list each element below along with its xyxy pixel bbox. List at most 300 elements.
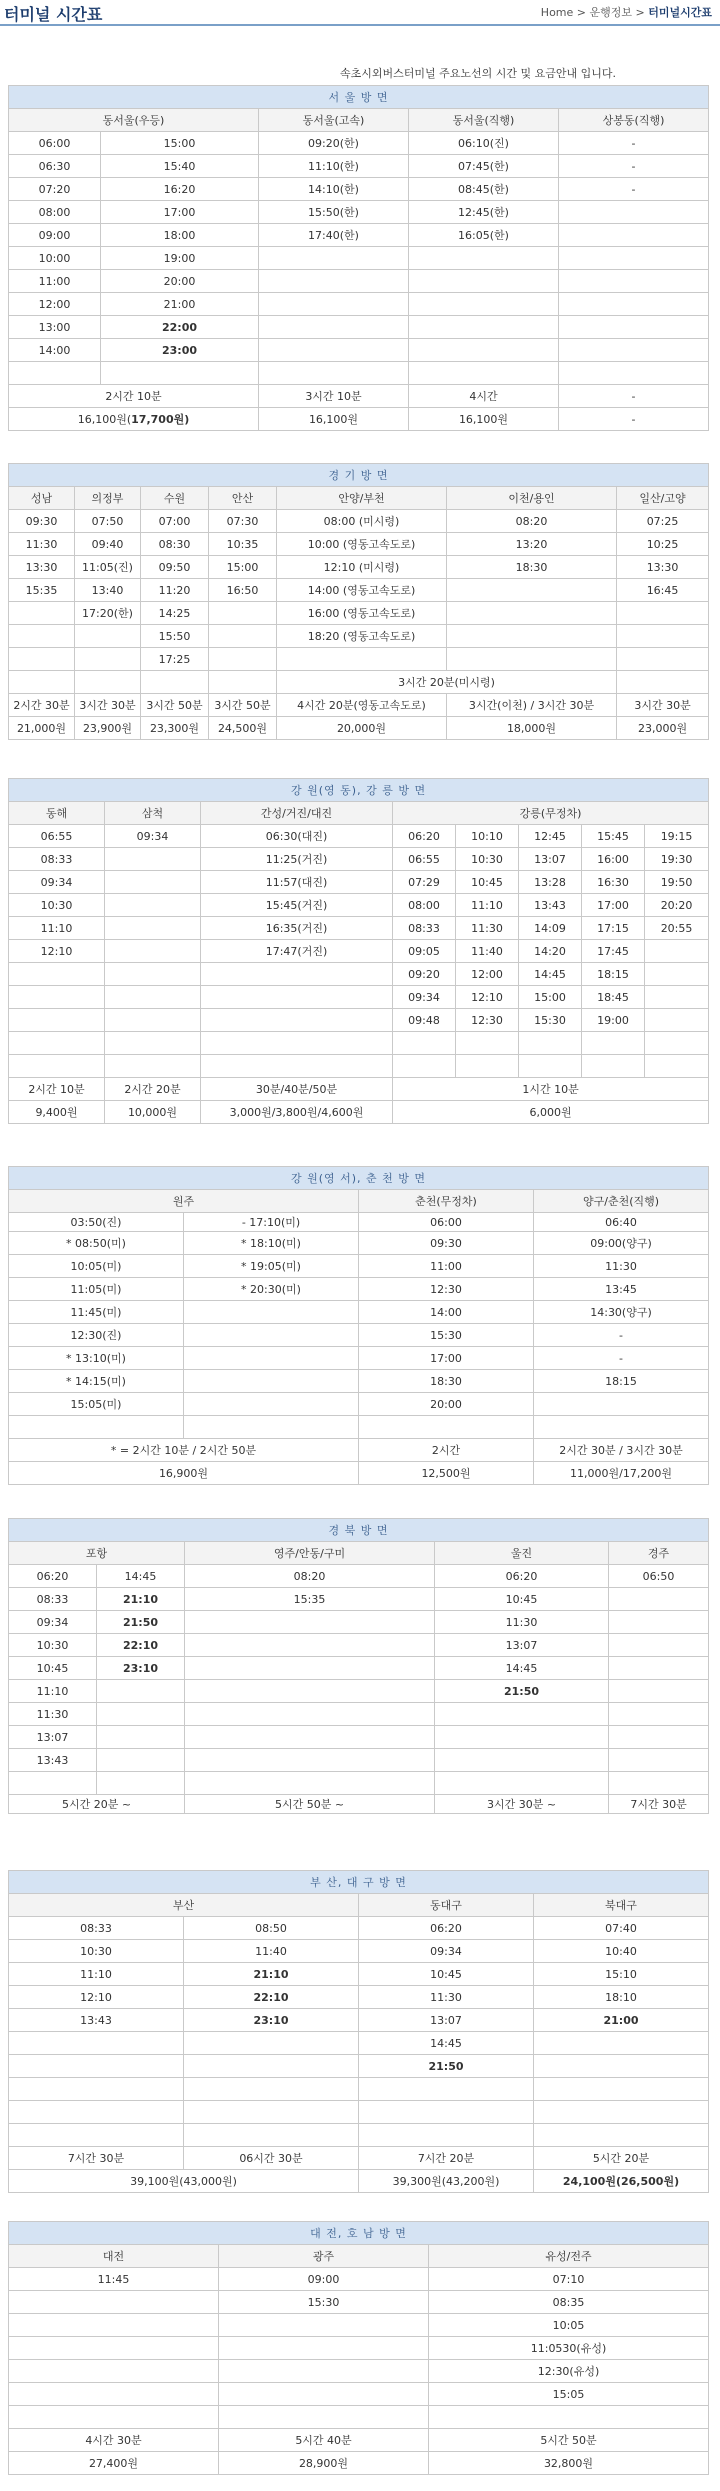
fare-cell: 24,500원 <box>209 717 277 740</box>
time-cell: 06:50 <box>609 1565 709 1588</box>
table-row <box>9 2078 709 2101</box>
time-cell <box>609 1703 709 1726</box>
table-row <box>9 270 709 293</box>
time-cell: 13:28 <box>519 871 582 894</box>
table-row <box>9 1940 709 1963</box>
time-cell: 15:40 <box>101 155 259 178</box>
table-row <box>9 293 709 316</box>
time-cell <box>97 1726 185 1749</box>
table-row <box>9 1588 709 1611</box>
time-cell: 15:10 <box>534 1963 709 1986</box>
time-cell: 13:07 <box>519 848 582 871</box>
table-row <box>9 1278 709 1301</box>
duration-row <box>9 1439 709 1462</box>
time-cell <box>409 362 559 385</box>
time-cell: 11:00 <box>359 1255 534 1278</box>
table-row <box>9 556 709 579</box>
time-cell: 08:30 <box>141 533 209 556</box>
section-title: 강 원(영 동), 강 릉 방 면 <box>9 779 709 802</box>
time-cell: 18:45 <box>582 986 645 1009</box>
time-cell: 07:40 <box>534 1917 709 1940</box>
time-cell: 20:00 <box>101 270 259 293</box>
table-row <box>9 1680 709 1703</box>
time-cell: 11:10 <box>9 917 105 940</box>
time-cell <box>97 1680 185 1703</box>
time-cell: 18:30 <box>447 556 617 579</box>
table-row <box>9 1749 709 1772</box>
time-cell <box>409 316 559 339</box>
time-cell: 09:34 <box>105 825 201 848</box>
time-cell: - <box>559 155 709 178</box>
time-cell: * 08:50(미) <box>9 1232 184 1255</box>
column-header: 이천/용인 <box>447 487 617 510</box>
time-cell <box>185 1749 435 1772</box>
time-cell <box>645 963 709 986</box>
time-cell <box>105 917 201 940</box>
time-cell <box>359 2078 534 2101</box>
time-cell <box>209 625 277 648</box>
table-row <box>9 1213 709 1232</box>
time-cell: 07:29 <box>393 871 456 894</box>
time-cell: 09:34 <box>393 986 456 1009</box>
duration-row <box>9 1795 709 1814</box>
time-cell: 15:00 <box>209 556 277 579</box>
time-cell: 15:45 <box>582 825 645 848</box>
time-cell: 14:30(양구) <box>534 1301 709 1324</box>
time-cell <box>609 1749 709 1772</box>
table-row <box>9 1963 709 1986</box>
time-cell: 16:05(한) <box>409 224 559 247</box>
duration-cell: 1시간 10분 <box>393 1078 709 1101</box>
table-row <box>9 1772 709 1795</box>
time-cell <box>184 1370 359 1393</box>
column-header: 일산/고양 <box>617 487 709 510</box>
time-cell <box>9 2291 219 2314</box>
time-cell: 11:05(미) <box>9 1278 184 1301</box>
time-cell <box>645 940 709 963</box>
time-cell: 11:30 <box>534 1255 709 1278</box>
time-cell <box>617 625 709 648</box>
time-cell <box>9 1032 105 1055</box>
time-cell: 06:30(대진) <box>201 825 393 848</box>
time-cell: 07:30 <box>209 510 277 533</box>
time-cell <box>219 2314 429 2337</box>
time-cell <box>201 986 393 1009</box>
time-cell: 15:05(미) <box>9 1393 184 1416</box>
time-cell <box>359 2101 534 2124</box>
column-header-row <box>9 1894 709 1917</box>
time-cell: 14:20 <box>519 940 582 963</box>
time-cell <box>534 2032 709 2055</box>
table-row <box>9 1703 709 1726</box>
section-title: 경 북 방 면 <box>9 1519 709 1542</box>
time-cell: 15:50 <box>141 625 209 648</box>
time-cell: - 17:10(미) <box>184 1213 359 1232</box>
time-cell: 11:45(미) <box>9 1301 184 1324</box>
column-header: 강릉(무정차) <box>393 802 709 825</box>
duration-cell: 3시간 50분 <box>141 694 209 717</box>
duration-cell: 2시간 10분 <box>9 1078 105 1101</box>
time-cell: 09:50 <box>141 556 209 579</box>
time-cell: 12:30 <box>456 1009 519 1032</box>
time-cell: 12:10 (미시령) <box>277 556 447 579</box>
time-cell: 07:50 <box>75 510 141 533</box>
time-cell: 11:10 <box>9 1680 97 1703</box>
table-row <box>9 224 709 247</box>
time-cell <box>9 2124 184 2147</box>
duration-cell: 2시간 30분 / 3시간 30분 <box>534 1439 709 1462</box>
time-cell <box>184 2124 359 2147</box>
time-cell <box>184 1393 359 1416</box>
table-row <box>9 1301 709 1324</box>
table-row <box>9 579 709 602</box>
table-row <box>9 316 709 339</box>
time-cell <box>184 1416 359 1439</box>
time-cell <box>259 316 409 339</box>
table-row <box>9 1370 709 1393</box>
timetable-seoul <box>8 85 709 431</box>
intro-text: 속초시외버스터미널 주요노선의 시간 및 요금안내 입니다. <box>340 67 617 80</box>
duration-cell: * = 2시간 10분 / 2시간 50분 <box>9 1439 359 1462</box>
time-cell <box>219 2383 429 2406</box>
time-cell: 11:25(거진) <box>201 848 393 871</box>
table-row <box>9 1032 709 1055</box>
time-cell <box>617 602 709 625</box>
time-cell <box>209 648 277 671</box>
time-cell: 09:34 <box>9 1611 97 1634</box>
table-row <box>9 1657 709 1680</box>
fare-cell: 28,900원 <box>219 2452 429 2475</box>
timetable-gyeongbuk <box>8 1518 709 1814</box>
time-cell <box>534 1393 709 1416</box>
time-cell: 17:25 <box>141 648 209 671</box>
time-cell: 13:00 <box>9 316 101 339</box>
time-cell: 23:10 <box>184 2009 359 2032</box>
time-cell: 09:00(양구) <box>534 1232 709 1255</box>
time-cell <box>9 1416 184 1439</box>
duration-cell: 5시간 40분 <box>219 2429 429 2452</box>
time-cell <box>609 1772 709 1795</box>
time-cell: 06:20 <box>435 1565 609 1588</box>
time-cell: 17:20(한) <box>75 602 141 625</box>
table-row <box>9 1324 709 1347</box>
duration-row <box>9 2147 709 2170</box>
fare-cell: 16,100원 <box>259 408 409 431</box>
duration-row <box>9 694 709 717</box>
duration-row <box>9 2429 709 2452</box>
column-header-row <box>9 1190 709 1213</box>
time-cell: 21:50 <box>97 1611 185 1634</box>
time-cell <box>185 1634 435 1657</box>
table-row <box>9 2360 709 2383</box>
time-cell: 14:45 <box>519 963 582 986</box>
time-cell <box>559 224 709 247</box>
time-cell: 21:50 <box>435 1680 609 1703</box>
duration-cell: 5시간 20분 <box>534 2147 709 2170</box>
column-header: 춘천(무정차) <box>359 1190 534 1213</box>
time-cell: 19:00 <box>582 1009 645 1032</box>
time-cell: 19:00 <box>101 247 259 270</box>
time-cell: 19:50 <box>645 871 709 894</box>
time-cell <box>447 625 617 648</box>
time-cell: 06:10(진) <box>409 132 559 155</box>
time-cell: 13:30 <box>617 556 709 579</box>
duration-cell: 7시간 30분 <box>609 1795 709 1814</box>
column-header: 유성/전주 <box>429 2245 709 2268</box>
section-title: 대 전, 호 남 방 면 <box>9 2222 709 2245</box>
time-cell: 16:20 <box>101 178 259 201</box>
table-row <box>9 963 709 986</box>
time-cell <box>9 1055 105 1078</box>
table-row <box>9 510 709 533</box>
timetable-gangwon-yd <box>8 778 709 1124</box>
time-cell <box>582 1032 645 1055</box>
timetable-gangwon-ys <box>8 1166 709 1485</box>
column-header: 의정부 <box>75 487 141 510</box>
time-cell: 10:30 <box>9 894 105 917</box>
time-cell: 14:25 <box>141 602 209 625</box>
section-title-row <box>9 1167 709 1190</box>
time-cell <box>209 671 277 694</box>
time-cell: 17:00 <box>101 201 259 224</box>
time-cell <box>75 671 141 694</box>
fare-cell: 32,800원 <box>429 2452 709 2475</box>
fare-cell: 10,000원 <box>105 1101 201 1124</box>
time-cell: * 13:10(미) <box>9 1347 184 1370</box>
time-cell <box>259 339 409 362</box>
time-cell <box>9 2314 219 2337</box>
table-row <box>9 871 709 894</box>
time-cell: - <box>534 1324 709 1347</box>
time-cell: 18:15 <box>582 963 645 986</box>
fare-row <box>9 1101 709 1124</box>
time-cell: 18:30 <box>359 1370 534 1393</box>
time-cell: 06:20 <box>359 1917 534 1940</box>
time-cell: 15:30 <box>219 2291 429 2314</box>
breadcrumb <box>541 4 712 20</box>
time-cell: 20:55 <box>645 917 709 940</box>
time-cell: 13:40 <box>75 579 141 602</box>
time-cell: 07:25 <box>617 510 709 533</box>
time-cell: 21:10 <box>184 1963 359 1986</box>
time-cell <box>456 1032 519 1055</box>
time-cell: 22:10 <box>97 1634 185 1657</box>
time-cell <box>184 1324 359 1347</box>
table-row <box>9 940 709 963</box>
time-cell: 09:20 <box>393 963 456 986</box>
section-title-row <box>9 779 709 802</box>
column-header-row <box>9 802 709 825</box>
time-cell <box>184 2101 359 2124</box>
time-cell <box>534 2078 709 2101</box>
table-row <box>9 132 709 155</box>
duration-cell: - <box>559 385 709 408</box>
time-cell: 11:0530(유성) <box>429 2337 709 2360</box>
time-cell: 08:20 <box>447 510 617 533</box>
column-header: 포항 <box>9 1542 185 1565</box>
table-row <box>9 1255 709 1278</box>
time-cell: 11:30 <box>435 1611 609 1634</box>
duration-cell: 5시간 50분 <box>429 2429 709 2452</box>
time-cell <box>393 1055 456 1078</box>
time-cell: 07:45(한) <box>409 155 559 178</box>
duration-cell: 4시간 <box>409 385 559 408</box>
time-cell: 10:05 <box>429 2314 709 2337</box>
time-cell: 17:00 <box>582 894 645 917</box>
time-cell <box>409 247 559 270</box>
time-cell <box>9 2383 219 2406</box>
time-cell: 20:20 <box>645 894 709 917</box>
time-cell: 14:09 <box>519 917 582 940</box>
fare-cell: 16,100원 <box>409 408 559 431</box>
time-cell <box>609 1657 709 1680</box>
time-cell <box>645 986 709 1009</box>
time-cell: 21:10 <box>97 1588 185 1611</box>
section-title-row <box>9 464 709 487</box>
time-cell: 12:00 <box>456 963 519 986</box>
fare-cell: 16,900원 <box>9 1462 359 1485</box>
time-cell <box>534 2124 709 2147</box>
breadcrumb-service-info[interactable]: 운행정보 <box>589 6 633 19</box>
column-header-row <box>9 1542 709 1565</box>
time-cell: 09:00 <box>9 224 101 247</box>
time-cell: 03:50(진) <box>9 1213 184 1232</box>
time-cell: 10:45 <box>435 1588 609 1611</box>
time-cell: 13:43 <box>519 894 582 917</box>
table-row <box>9 533 709 556</box>
column-header: 성남 <box>9 487 75 510</box>
time-cell: 10:05(미) <box>9 1255 184 1278</box>
time-cell <box>9 671 75 694</box>
time-cell: 12:10 <box>456 986 519 1009</box>
time-cell <box>219 2360 429 2383</box>
time-cell: 06:55 <box>9 825 105 848</box>
time-cell: 13:20 <box>447 533 617 556</box>
time-cell: 12:30(유성) <box>429 2360 709 2383</box>
duration-cell: 30분/40분/50분 <box>201 1078 393 1101</box>
table-row <box>9 178 709 201</box>
duration-cell: 06시간 30분 <box>184 2147 359 2170</box>
time-cell: 23:10 <box>97 1657 185 1680</box>
time-cell <box>359 1416 534 1439</box>
time-cell: 08:00 <box>393 894 456 917</box>
column-header-row <box>9 487 709 510</box>
time-cell <box>609 1611 709 1634</box>
column-header: 북대구 <box>534 1894 709 1917</box>
column-header: 동해 <box>9 802 105 825</box>
time-cell: 09:30 <box>359 1232 534 1255</box>
time-cell <box>359 2124 534 2147</box>
time-cell: 14:45 <box>97 1565 185 1588</box>
column-header: 원주 <box>9 1190 359 1213</box>
fare-row <box>9 2452 709 2475</box>
time-cell: 06:20 <box>9 1565 97 1588</box>
time-cell: 06:55 <box>393 848 456 871</box>
time-cell: 3시간 20분(미시령) <box>277 671 617 694</box>
time-cell <box>645 1055 709 1078</box>
duration-row <box>9 385 709 408</box>
time-cell: 15:35 <box>185 1588 435 1611</box>
time-cell <box>9 362 101 385</box>
breadcrumb-separator: > <box>576 6 586 19</box>
time-cell: 21:50 <box>359 2055 534 2078</box>
time-cell: 21:00 <box>101 293 259 316</box>
fare-cell: 18,000원 <box>447 717 617 740</box>
time-cell: 08:00 <box>9 201 101 224</box>
time-cell: 10:30 <box>9 1940 184 1963</box>
timetable-daejeon-honam <box>8 2221 709 2475</box>
table-row <box>9 602 709 625</box>
table-row <box>9 848 709 871</box>
time-cell <box>435 1749 609 1772</box>
time-cell <box>105 940 201 963</box>
time-cell: 12:00 <box>9 293 101 316</box>
time-cell <box>409 293 559 316</box>
fare-cell: 39,100원(43,000원) <box>9 2170 359 2193</box>
time-cell: 10:00 (영동고속도로) <box>277 533 447 556</box>
column-header: 영주/안동/구미 <box>185 1542 435 1565</box>
column-header: 부산 <box>9 1894 359 1917</box>
time-cell <box>75 625 141 648</box>
time-cell: - <box>559 132 709 155</box>
time-cell: 12:30 <box>359 1278 534 1301</box>
time-cell <box>201 963 393 986</box>
time-cell: 17:45 <box>582 940 645 963</box>
time-cell: 07:00 <box>141 510 209 533</box>
time-cell: 11:20 <box>141 579 209 602</box>
time-cell: 19:30 <box>645 848 709 871</box>
time-cell: 14:00 <box>359 1301 534 1324</box>
time-cell: 12:10 <box>9 940 105 963</box>
duration-cell: 5시간 20분 ~ <box>9 1795 185 1814</box>
section-title: 경 기 방 면 <box>9 464 709 487</box>
time-cell <box>435 1703 609 1726</box>
time-cell: 06:20 <box>393 825 456 848</box>
time-cell <box>184 2055 359 2078</box>
time-cell <box>277 648 447 671</box>
time-cell <box>519 1055 582 1078</box>
time-cell <box>185 1703 435 1726</box>
time-cell: 14:00 <box>9 339 101 362</box>
time-cell: 11:30 <box>456 917 519 940</box>
time-cell: 12:45 <box>519 825 582 848</box>
time-cell <box>534 1416 709 1439</box>
fare-cell: 27,400원 <box>9 2452 219 2475</box>
table-row <box>9 671 709 694</box>
duration-cell: 2시간 <box>359 1439 534 1462</box>
time-cell: 08:35 <box>429 2291 709 2314</box>
time-cell <box>609 1588 709 1611</box>
time-cell: 09:00 <box>219 2268 429 2291</box>
time-cell: 07:20 <box>9 178 101 201</box>
time-cell: 08:33 <box>9 848 105 871</box>
time-cell: 14:45 <box>359 2032 534 2055</box>
time-cell: 17:15 <box>582 917 645 940</box>
time-cell <box>9 2055 184 2078</box>
time-cell: 09:48 <box>393 1009 456 1032</box>
time-cell <box>185 1726 435 1749</box>
table-row <box>9 2124 709 2147</box>
duration-row <box>9 1078 709 1101</box>
time-cell: 10:40 <box>534 1940 709 1963</box>
breadcrumb-home[interactable]: Home <box>540 6 574 19</box>
duration-cell: 3시간 10분 <box>259 385 409 408</box>
time-cell: 16:45 <box>617 579 709 602</box>
time-cell: 18:00 <box>101 224 259 247</box>
time-cell: 06:30 <box>9 155 101 178</box>
column-header: 간성/거진/대진 <box>201 802 393 825</box>
breadcrumb-separator: > <box>635 6 645 19</box>
